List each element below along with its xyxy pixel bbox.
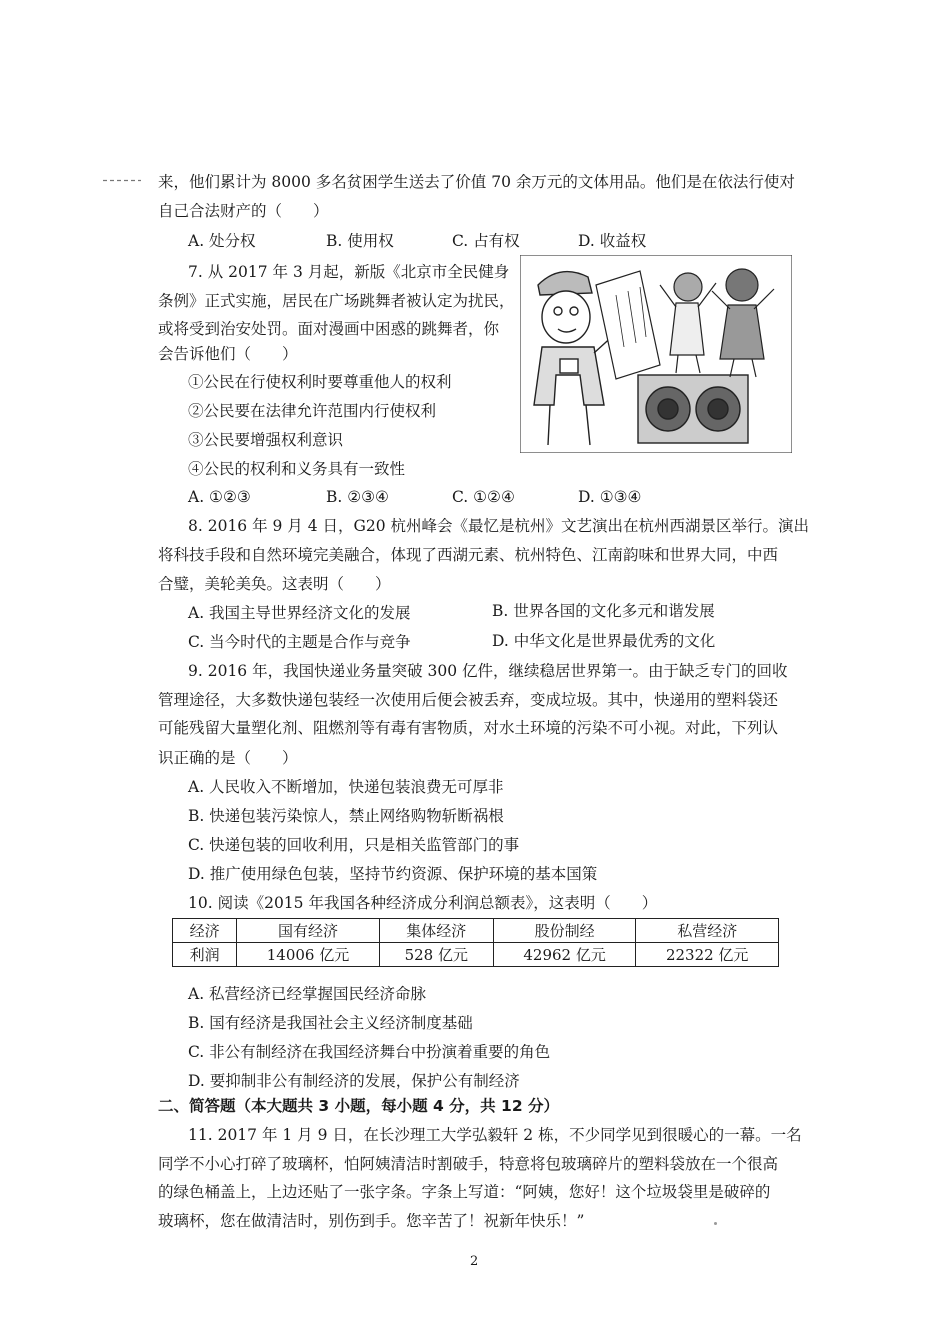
q10-option-a: A. 私营经济已经掌握国民经济命脉 bbox=[188, 985, 427, 1003]
q8-line-3: 合璧，美轮美奂。这表明（ ） bbox=[158, 575, 391, 593]
q11-line-1: 11. 2017 年 1 月 9 日，在长沙理工大学弘毅轩 2 栋，不少同学见到很暖心的一幕。一名 bbox=[188, 1126, 802, 1144]
speaker-box bbox=[638, 375, 748, 443]
q9-line-3: 可能残留大量塑化剂、阻燃剂等有毒有害物质，对水土环境的污染不可小视。对此，下列认 bbox=[158, 719, 779, 737]
q8-option-a: A. 我国主导世界经济文化的发展 bbox=[188, 604, 411, 622]
scan-dot bbox=[714, 1222, 717, 1225]
table-cell: 14006 亿元 bbox=[237, 943, 380, 967]
q6-line-2: 自己合法财产的（ ） bbox=[158, 202, 329, 220]
q6-line-1: 来，他们累计为 8000 多名贫困学生送去了价值 70 余万元的文体用品。他们是在依法行使对 bbox=[158, 173, 795, 191]
q10-stem: 10. 阅读《2015 年我国各种经济成分利润总额表》，这表明（ ） bbox=[188, 894, 658, 912]
q9-option-c: C. 快递包装的回收利用，只是相关监管部门的事 bbox=[188, 836, 520, 854]
q10-option-c: C. 非公有制经济在我国经济舞台中扮演着重要的角色 bbox=[188, 1043, 551, 1061]
q6-option-d: D. 收益权 bbox=[578, 232, 647, 250]
q7-option-c: C. ①②④ bbox=[452, 488, 515, 506]
table-header-row bbox=[173, 919, 779, 943]
q6-option-c: C. 占有权 bbox=[452, 232, 520, 250]
q7-option-a: A. ①②③ bbox=[188, 488, 251, 506]
table-cell: 利润 bbox=[173, 943, 237, 967]
q7-line-3: 或将受到治安处罚。面对漫画中困惑的跳舞者，你 bbox=[158, 320, 500, 338]
table-header-cell: 经济 bbox=[173, 919, 237, 943]
q9-option-a: A. 人民收入不断增加，快递包装浪费无可厚非 bbox=[188, 778, 504, 796]
q11-line-4: 玻璃杯，您在做清洁时，别伤到手。您辛苦了！祝新年快乐！” bbox=[158, 1212, 585, 1230]
table-header-cell: 集体经济 bbox=[379, 919, 493, 943]
q10-option-b: B. 国有经济是我国社会主义经济制度基础 bbox=[188, 1014, 473, 1032]
q7-line-4: 会告诉他们（ ） bbox=[158, 345, 298, 363]
scan-mark bbox=[103, 179, 141, 182]
q8-line-2: 将科技手段和自然环境完美融合，体现了西湖元素、杭州特色、江南韵味和世界大同，中西 bbox=[158, 546, 779, 564]
q8-option-b: B. 世界各国的文化多元和谐发展 bbox=[492, 602, 715, 620]
page-number: 2 bbox=[470, 1254, 479, 1269]
table-header-cell: 股份制经 bbox=[493, 919, 636, 943]
table-cell: 22322 亿元 bbox=[636, 943, 779, 967]
q7-line-1: 7. 从 2017 年 3 月起，新版《北京市全民健身 bbox=[188, 263, 510, 281]
section-heading: 二、简答题（本大题共 3 小题，每小题 4 分，共 12 分） bbox=[158, 1097, 560, 1115]
q9-option-d: D. 推广使用绿色包装，坚持节约资源、保护环境的基本国策 bbox=[188, 865, 598, 883]
q8-line-1: 8. 2016 年 9 月 4 日，G20 杭州峰会《最忆是杭州》文艺演出在杭州西湖景区举行。演出 bbox=[188, 517, 810, 535]
q9-option-b: B. 快递包装污染惊人，禁止网络购物斩断祸根 bbox=[188, 807, 504, 825]
q9-line-2: 管理途径，大多数快递包装经一次使用后便会被丢弃，变成垃圾。其中，快递用的塑料袋还 bbox=[158, 691, 779, 709]
q6-option-a: A. 处分权 bbox=[188, 232, 256, 250]
q7-statement-1: ①公民在行使权利时要尊重他人的权利 bbox=[188, 373, 452, 391]
table-header-cell: 私营经济 bbox=[636, 919, 779, 943]
q11-line-2: 同学不小心打碎了玻璃杯，怕阿姨清洁时割破手，特意将包玻璃碎片的塑料袋放在一个很高 bbox=[158, 1155, 779, 1173]
q7-option-b: B. ②③④ bbox=[326, 488, 389, 506]
q7-statement-2: ②公民要在法律允许范围内行使权利 bbox=[188, 402, 437, 420]
table-cell: 42962 亿元 bbox=[493, 943, 636, 967]
table-cell: 528 亿元 bbox=[379, 943, 493, 967]
table-row bbox=[173, 943, 779, 967]
q8-option-c: C. 当今时代的主题是合作与竞争 bbox=[188, 633, 411, 651]
cartoon-illustration bbox=[520, 255, 792, 453]
q8-option-d: D. 中华文化是世界最优秀的文化 bbox=[492, 632, 716, 650]
q7-line-2: 条例》正式实施，居民在广场跳舞者被认定为扰民， bbox=[158, 292, 515, 310]
q6-option-b: B. 使用权 bbox=[326, 232, 394, 250]
q7-statement-4: ④公民的权利和义务具有一致性 bbox=[188, 460, 406, 478]
q11-line-3: 的绿色桶盖上，上边还贴了一张字条。字条上写道：“阿姨，您好！这个垃圾袋里是破碎的 bbox=[158, 1183, 771, 1201]
q9-line-1: 9. 2016 年，我国快递业务量突破 300 亿件，继续稳居世界第一。由于缺乏专门的回收 bbox=[188, 662, 788, 680]
profit-table bbox=[172, 918, 779, 967]
q9-line-4: 识正确的是（ ） bbox=[158, 749, 298, 767]
table-header-cell: 国有经济 bbox=[237, 919, 380, 943]
q7-option-d: D. ①③④ bbox=[578, 488, 642, 506]
q7-statement-3: ③公民要增强权利意识 bbox=[188, 431, 344, 449]
q10-option-d: D. 要抑制非公有制经济的发展，保护公有制经济 bbox=[188, 1072, 520, 1090]
